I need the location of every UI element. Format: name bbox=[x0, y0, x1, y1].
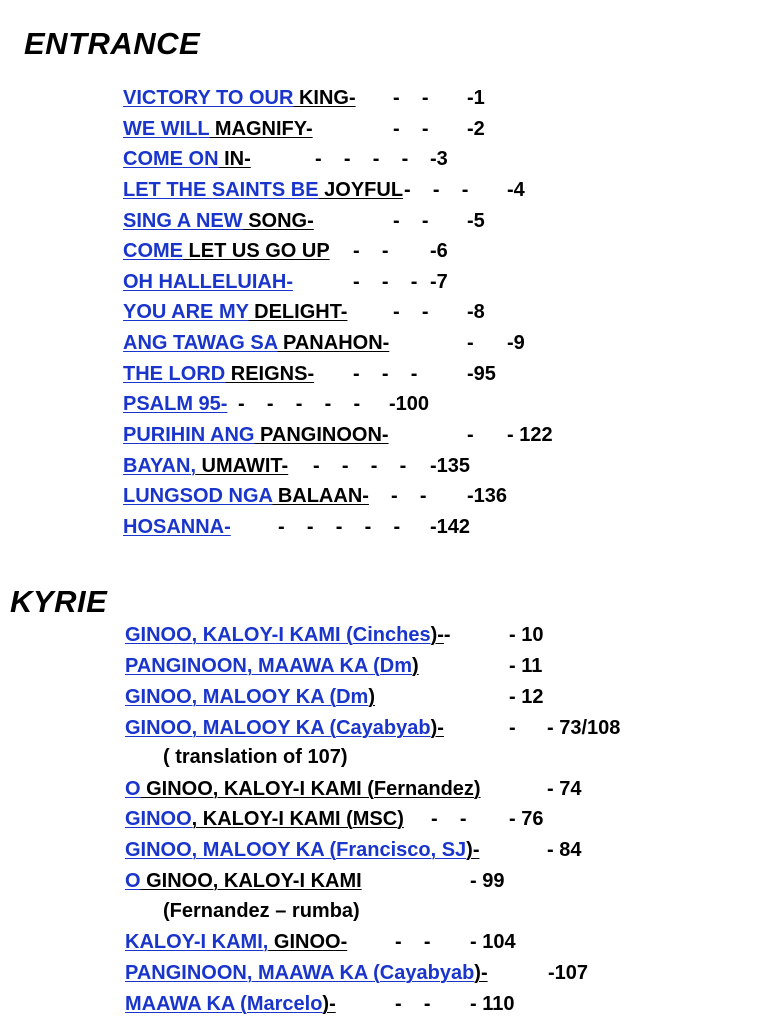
entry-number: -4 bbox=[507, 179, 525, 201]
entry-title-link[interactable]: GINOO, KALOY-I KAMI (Cinches bbox=[125, 624, 431, 646]
entry-number: -3 bbox=[430, 148, 448, 170]
entry-number: -136 bbox=[467, 485, 508, 507]
entry-note: (Fernandez – rumba) bbox=[163, 900, 360, 922]
entry-title-link[interactable]: GINOO bbox=[125, 808, 192, 830]
entry-title-rest: REIGNS- bbox=[225, 363, 315, 385]
list-item[interactable] bbox=[123, 362, 496, 386]
list-item[interactable] bbox=[123, 300, 485, 324]
list-item[interactable] bbox=[125, 961, 589, 985]
entry-number: - 122 bbox=[507, 424, 553, 446]
entry-title-rest: DELIGHT- bbox=[248, 301, 348, 323]
entry-title-rest: GINOO, KALOY-I KAMI bbox=[140, 870, 362, 892]
entry-title-rest: )- bbox=[474, 962, 488, 984]
entry-number: -100 bbox=[389, 393, 430, 415]
entry-number: -9 bbox=[507, 332, 525, 354]
entry-title-link[interactable]: GINOO, MALOOY KA (Dm bbox=[125, 686, 369, 708]
entry-dashes: - - bbox=[393, 210, 429, 232]
list-item[interactable] bbox=[123, 178, 525, 202]
entry-number: -7 bbox=[430, 271, 448, 293]
entry-number: -1 bbox=[467, 87, 485, 109]
list-item-note bbox=[163, 899, 360, 923]
entry-dashes: - - - bbox=[353, 363, 418, 385]
entry-title-link[interactable]: OH HALLELUIAH- bbox=[123, 271, 293, 293]
list-item[interactable] bbox=[125, 685, 544, 709]
entry-number: -95 bbox=[467, 363, 496, 385]
entry-dashes: - - - - - bbox=[238, 393, 361, 415]
entry-title-link[interactable]: YOU ARE MY bbox=[123, 301, 249, 323]
list-item[interactable] bbox=[125, 623, 544, 647]
entry-title-rest: BALAAN- bbox=[272, 485, 369, 507]
entry-number: - 74 bbox=[547, 778, 582, 800]
entry-title-link[interactable]: VICTORY TO OUR bbox=[123, 87, 294, 109]
list-item[interactable] bbox=[125, 869, 505, 893]
entry-title-link[interactable]: PURIHIN ANG bbox=[123, 424, 255, 446]
list-item[interactable] bbox=[123, 392, 430, 416]
list-item[interactable] bbox=[125, 777, 582, 801]
entry-title-rest: GINOO- bbox=[268, 931, 348, 953]
entry-title-link[interactable]: GINOO, MALOOY KA (Cayabyab bbox=[125, 717, 431, 739]
section-heading-kyrie: KYRIE bbox=[10, 584, 108, 619]
entry-number: - 104 bbox=[470, 931, 516, 953]
entry-dashes: - - - - bbox=[313, 455, 407, 477]
list-item[interactable] bbox=[125, 838, 582, 862]
entry-number: - 84 bbox=[547, 839, 582, 861]
list-item[interactable] bbox=[123, 209, 485, 233]
entry-title-rest: )- bbox=[430, 624, 444, 646]
entry-dashes: - - bbox=[431, 808, 467, 830]
entry-title-link[interactable]: PSALM 95- bbox=[123, 393, 228, 415]
entry-note: ( translation of 107) bbox=[163, 746, 348, 768]
entry-dashes: - - bbox=[391, 485, 427, 507]
entry-dashes: - - bbox=[393, 118, 429, 140]
entry-number: - 12 bbox=[509, 686, 544, 708]
entry-title-rest: GINOO, KALOY-I KAMI (Fernandez) bbox=[140, 778, 481, 800]
entry-title-link[interactable]: THE LORD bbox=[123, 363, 226, 385]
entry-title-rest: PANGINOON- bbox=[254, 424, 389, 446]
list-item[interactable] bbox=[125, 654, 543, 678]
entry-title-link[interactable]: PANGINOON, MAAWA KA (Cayabyab bbox=[125, 962, 475, 984]
entry-dashes: - - bbox=[393, 87, 429, 109]
entry-number: - 99 bbox=[470, 870, 505, 892]
entry-title-link[interactable]: COME bbox=[123, 240, 183, 262]
entry-title-rest: UMAWIT- bbox=[196, 455, 289, 477]
entry-dashes: - - bbox=[393, 301, 429, 323]
list-item[interactable] bbox=[123, 86, 485, 110]
entry-title-link[interactable]: O bbox=[125, 870, 141, 892]
entry-title-rest: PANAHON- bbox=[277, 332, 390, 354]
list-item[interactable] bbox=[125, 807, 544, 831]
entry-dashes: - - - bbox=[353, 271, 418, 293]
entry-dashes: - bbox=[467, 424, 474, 446]
entry-title-rest: ) bbox=[412, 655, 419, 677]
entry-dashes: - - - bbox=[404, 179, 469, 201]
entry-number: -6 bbox=[430, 240, 448, 262]
entry-title-rest: , KALOY-I KAMI (MSC) bbox=[191, 808, 404, 830]
entry-title-link[interactable]: WE WILL bbox=[123, 118, 210, 140]
entry-title-link[interactable]: BAYAN, bbox=[123, 455, 196, 477]
entry-title-link[interactable]: LET THE SAINTS BE bbox=[123, 179, 319, 201]
list-item[interactable] bbox=[123, 454, 471, 478]
entry-title-link[interactable]: HOSANNA- bbox=[123, 516, 231, 538]
entry-dashes: - bbox=[509, 717, 516, 739]
entry-title-rest: KING- bbox=[293, 87, 356, 109]
section-heading-entrance: ENTRANCE bbox=[24, 26, 201, 61]
entry-number: - 110 bbox=[470, 993, 515, 1015]
list-item[interactable] bbox=[123, 515, 471, 539]
entry-number: -135 bbox=[430, 455, 471, 477]
entry-title-rest: )- bbox=[430, 717, 444, 739]
entry-title-rest: IN- bbox=[218, 148, 251, 170]
entry-title-link[interactable]: KALOY-I KAMI, bbox=[125, 931, 269, 953]
entry-title-link[interactable]: MAAWA KA (Marcelo bbox=[125, 993, 323, 1015]
entry-title-link[interactable]: COME ON bbox=[123, 148, 219, 170]
entry-dashes: - - bbox=[395, 931, 431, 953]
entry-title-rest: )- bbox=[466, 839, 480, 861]
list-item[interactable] bbox=[123, 117, 485, 141]
entry-dashes: - bbox=[443, 624, 451, 646]
entry-title-rest: SONG- bbox=[242, 210, 314, 232]
entry-title-link[interactable]: O bbox=[125, 778, 141, 800]
entry-number: - 73/108 bbox=[547, 717, 621, 739]
entry-number: -107 bbox=[548, 962, 589, 984]
list-item[interactable] bbox=[123, 147, 448, 171]
entry-number: -8 bbox=[467, 301, 485, 323]
list-item[interactable] bbox=[123, 270, 448, 294]
entry-title-link[interactable]: LUNGSOD NGA bbox=[123, 485, 273, 507]
entry-title-rest: LET US GO UP bbox=[183, 240, 330, 262]
entry-dashes: - - - - - bbox=[278, 516, 401, 538]
entry-dashes: - - - - bbox=[315, 148, 409, 170]
entry-title-link[interactable]: ANG TAWAG SA bbox=[123, 332, 278, 354]
list-item[interactable] bbox=[123, 484, 508, 508]
entry-title-rest: ) bbox=[368, 686, 376, 708]
entry-number: -2 bbox=[467, 118, 485, 140]
list-item-note bbox=[163, 745, 347, 769]
entry-title-link[interactable]: SING A NEW bbox=[123, 210, 243, 232]
entry-title-link[interactable]: GINOO, MALOOY KA (Francisco, SJ bbox=[125, 839, 467, 861]
entry-dashes: - - bbox=[353, 240, 389, 262]
list-item[interactable] bbox=[125, 992, 515, 1016]
entry-title-rest: JOYFUL bbox=[318, 179, 404, 201]
list-item[interactable] bbox=[123, 239, 448, 263]
entry-title-link[interactable]: PANGINOON, MAAWA KA (Dm bbox=[125, 655, 413, 677]
list-item[interactable] bbox=[123, 423, 553, 447]
entry-number: - 10 bbox=[509, 624, 544, 646]
list-item[interactable] bbox=[125, 930, 516, 954]
entry-dashes: - - bbox=[395, 993, 431, 1015]
entry-number: -142 bbox=[430, 516, 471, 538]
entry-number: -5 bbox=[467, 210, 485, 232]
entry-title-rest: )- bbox=[322, 993, 336, 1015]
entry-number: - 11 bbox=[509, 655, 543, 677]
entry-dashes: - bbox=[467, 332, 474, 354]
entry-title-rest: MAGNIFY- bbox=[209, 118, 313, 140]
entry-number: - 76 bbox=[509, 808, 544, 830]
list-item[interactable] bbox=[123, 331, 525, 355]
list-item[interactable] bbox=[125, 716, 621, 740]
